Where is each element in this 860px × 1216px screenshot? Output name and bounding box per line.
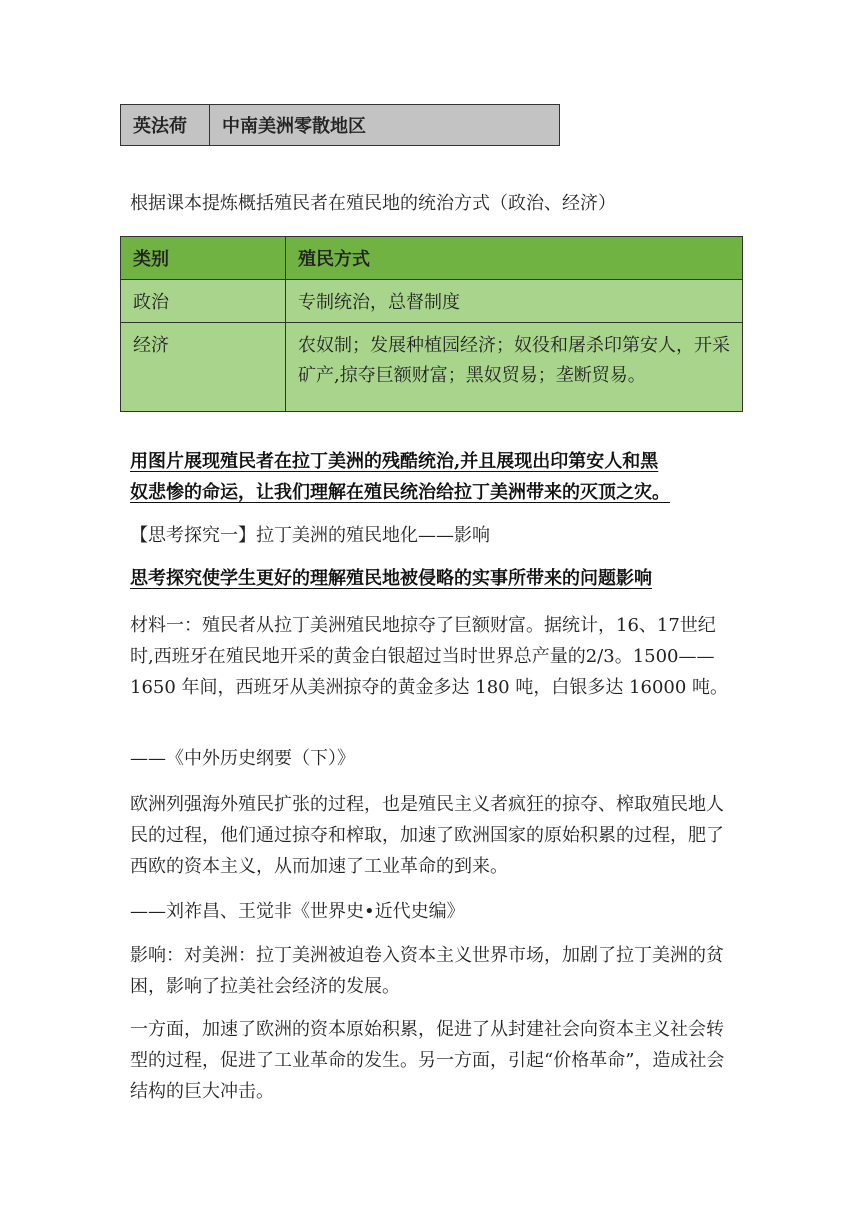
- rule-table-header-category: 类别: [121, 237, 286, 280]
- material-two: 欧洲列强海外殖民扩张的过程，也是殖民主义者疯狂的掠夺、榨取殖民地人民的过程，他们通过掠夺和榨取，加速了欧洲国家的原始积累的过程，肥了西欧的资本主义，从而加速了工业革命的到来。: [130, 794, 724, 877]
- top-table-cell-2: 中南美洲零散地区: [210, 105, 560, 146]
- highlight-line-2: 奴悲惨的命运，让我们理解在殖民统治给拉丁美洲带来的灭顶之灾。: [130, 482, 670, 503]
- top-table-cell-1: 英法荷: [121, 105, 210, 146]
- rule-table-category: 经济: [121, 323, 286, 412]
- teaching-note: 思考探究使学生更好的理解殖民地被侵略的实事所带来的问题影响: [130, 568, 652, 589]
- rule-table-header-method: 殖民方式: [286, 237, 743, 280]
- impact-america: 影响：对美洲：拉丁美洲被迫卷入资本主义世界市场，加剧了拉丁美洲的贫困，影响了拉美社会经济的发展。: [130, 945, 724, 997]
- instruction-text: 根据课本提炼概括殖民者在殖民地的统治方式（政治、经济）: [130, 193, 616, 214]
- material-one: 材料一：殖民者从拉丁美洲殖民地掠夺了巨额财富。据统计，16、17世纪时,西班牙在殖民地开采的黄金白银超过当时世界总产量的2/3。1500——1650 年间，西班牙从美洲掠夺的黄金多达 180 吨，白银多达 16000 吨。: [130, 615, 729, 698]
- rule-table-method: 农奴制；发展种植园经济；奴役和屠杀印第安人，开采矿产,掠夺巨额财富；黑奴贸易；垄断贸易。: [286, 323, 743, 412]
- rule-table-category: 政治: [121, 280, 286, 323]
- rule-table: [120, 236, 743, 412]
- rule-table-method: 专制统治，总督制度: [286, 280, 743, 323]
- highlight-line-1: 用图片展现殖民者在拉丁美洲的残酷统治,并且展现出印第安人和黑: [130, 451, 659, 472]
- top-table: [120, 104, 560, 146]
- source-two: ——刘祚昌、王觉非《世界史•近代史编》: [130, 901, 465, 922]
- section-title: 【思考探究一】拉丁美洲的殖民地化——影响: [130, 525, 490, 546]
- source-one: ——《中外历史纲要（下）》: [130, 748, 355, 769]
- impact-europe: 一方面，加速了欧洲的资本原始积累，促进了从封建社会向资本主义社会转型的过程，促进了工业革命的发生。另一方面，引起“价格革命”，造成社会结构的巨大冲击。: [130, 1019, 725, 1102]
